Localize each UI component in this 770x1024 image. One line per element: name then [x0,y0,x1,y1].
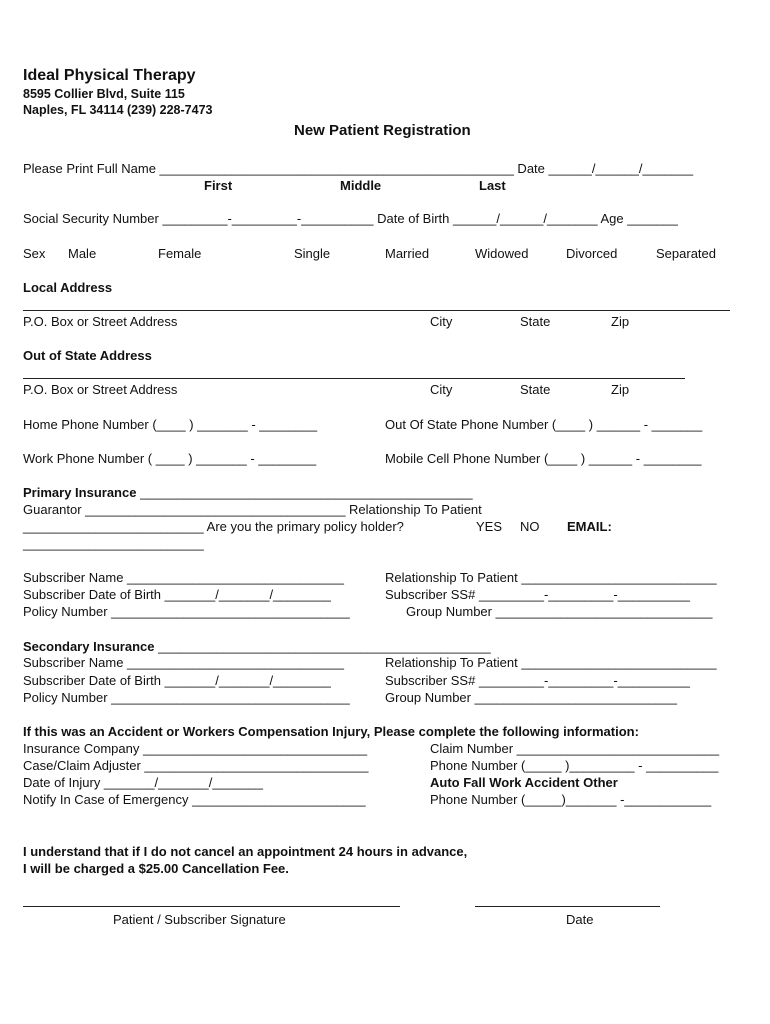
oos-city-label: City [430,382,453,397]
email-field[interactable]: _________________________ [23,536,204,551]
claim-adjuster-field[interactable]: Case/Claim Adjuster _______________________________ [23,758,369,773]
option-divorced[interactable]: Divorced [566,246,618,261]
secondary-policy-number-field[interactable]: Policy Number _________________________________ [23,690,350,705]
option-yes[interactable]: YES [476,519,503,534]
local-address-line[interactable] [23,310,730,311]
primary-insurance-line[interactable]: ______________________________________________ [136,485,473,500]
email-label: EMAIL: [567,519,612,534]
primary-subscriber-name-field[interactable]: Subscriber Name ______________________________ [23,570,344,585]
option-widowed[interactable]: Widowed [475,246,529,261]
first-name-label: First [204,178,233,193]
option-male[interactable]: Male [68,246,97,261]
oos-street-label: P.O. Box or Street Address [23,382,178,397]
accident-heading: If this was an Accident or Workers Compensation Injury, Please complete the following information: [23,724,639,739]
option-separated[interactable]: Separated [656,246,716,261]
ssn-dob-age-field[interactable]: Social Security Number _________-_________-__________ Date of Birth ______/______/_______ Age _______ [23,211,678,226]
signature-line[interactable] [23,906,400,907]
local-street-label: P.O. Box or Street Address [23,314,178,329]
option-single[interactable]: Single [294,246,331,261]
accident-type-options[interactable]: Auto Fall Work Accident Other [430,775,618,790]
out-of-state-address-line[interactable] [23,378,685,379]
option-female[interactable]: Female [158,246,202,261]
oos-state-label: State [520,382,551,397]
date-of-injury-field[interactable]: Date of Injury _______/_______/_______ [23,775,263,790]
secondary-insurance-field[interactable] [23,640,491,653]
primary-subscriber-dob-field[interactable]: Subscriber Date of Birth _______/_______/________ [23,587,331,602]
local-address-heading: Local Address [23,280,113,295]
middle-name-label: Middle [340,178,382,193]
primary-policy-number-field[interactable]: Policy Number _________________________________ [23,604,350,619]
mobile-phone-field[interactable]: Mobile Cell Phone Number (____ ) ______ - ________ [385,451,702,466]
cancellation-notice-line2: I will be charged a $25.00 Cancellation Fee. [23,861,289,876]
emergency-contact-field[interactable]: Notify In Case of Emergency ________________________ [23,792,366,807]
claim-number-field[interactable]: Claim Number ____________________________ [430,741,720,756]
out-of-state-phone-field[interactable]: Out Of State Phone Number (____ ) ______ - _______ [385,417,703,432]
local-zip-label: Zip [611,314,630,329]
primary-group-number-field[interactable]: Group Number ______________________________ [406,604,713,619]
option-no[interactable]: NO [520,519,540,534]
secondary-relationship-field[interactable]: Relationship To Patient ___________________________ [385,655,717,670]
secondary-insurance-label: Secondary Insurance [23,639,155,654]
local-city-label: City [430,314,453,329]
cancellation-notice-line1: I understand that if I do not cancel an appointment 24 hours in advance, [23,844,468,859]
local-state-label: State [520,314,551,329]
last-name-label: Last [479,178,506,193]
date-label: Date [566,912,594,927]
work-phone-field[interactable]: Work Phone Number ( ____ ) _______ - ________ [23,451,317,466]
secondary-subscriber-name-field[interactable]: Subscriber Name ______________________________ [23,655,344,670]
secondary-subscriber-dob-field[interactable]: Subscriber Date of Birth _______/_______/________ [23,673,331,688]
secondary-insurance-line[interactable]: ______________________________________________ [154,639,491,654]
oos-zip-label: Zip [611,382,630,397]
secondary-group-number-field[interactable]: Group Number ____________________________ [385,690,678,705]
primary-relationship-field[interactable]: Relationship To Patient ___________________________ [385,570,717,585]
home-phone-field[interactable]: Home Phone Number (____ ) _______ - ________ [23,417,318,432]
form-title: New Patient Registration [294,122,471,139]
primary-insurance-label: Primary Insurance [23,485,137,500]
signature-date-line[interactable] [475,906,660,907]
insurance-company-field[interactable]: Insurance Company _______________________________ [23,741,368,756]
policy-holder-question: _________________________ Are you the primary policy holder? [23,519,404,534]
address-line-1: 8595 Collier Blvd, Suite 115 [23,87,185,101]
guarantor-field[interactable]: Guarantor ____________________________________ Relationship To Patient [23,502,482,517]
option-married[interactable]: Married [385,246,430,261]
primary-insurance-field[interactable] [23,486,473,499]
org-name: Ideal Physical Therapy [23,67,196,84]
adjuster-phone-field[interactable]: Phone Number (_____ )_________ - __________ [430,758,719,773]
address-line-2: Naples, FL 34114 (239) 228-7473 [23,103,213,117]
sex-label: Sex [23,246,46,261]
full-name-field[interactable]: Please Print Full Name _________________________________________________ Date ______/______/_______ [23,161,694,176]
emergency-phone-field[interactable]: Phone Number (_____)_______ -____________ [430,792,712,807]
out-of-state-address-heading: Out of State Address [23,348,152,363]
primary-subscriber-ss-field[interactable]: Subscriber SS# _________-_________-__________ [385,587,691,602]
signature-label: Patient / Subscriber Signature [113,912,286,927]
secondary-subscriber-ss-field[interactable]: Subscriber SS# _________-_________-__________ [385,673,691,688]
